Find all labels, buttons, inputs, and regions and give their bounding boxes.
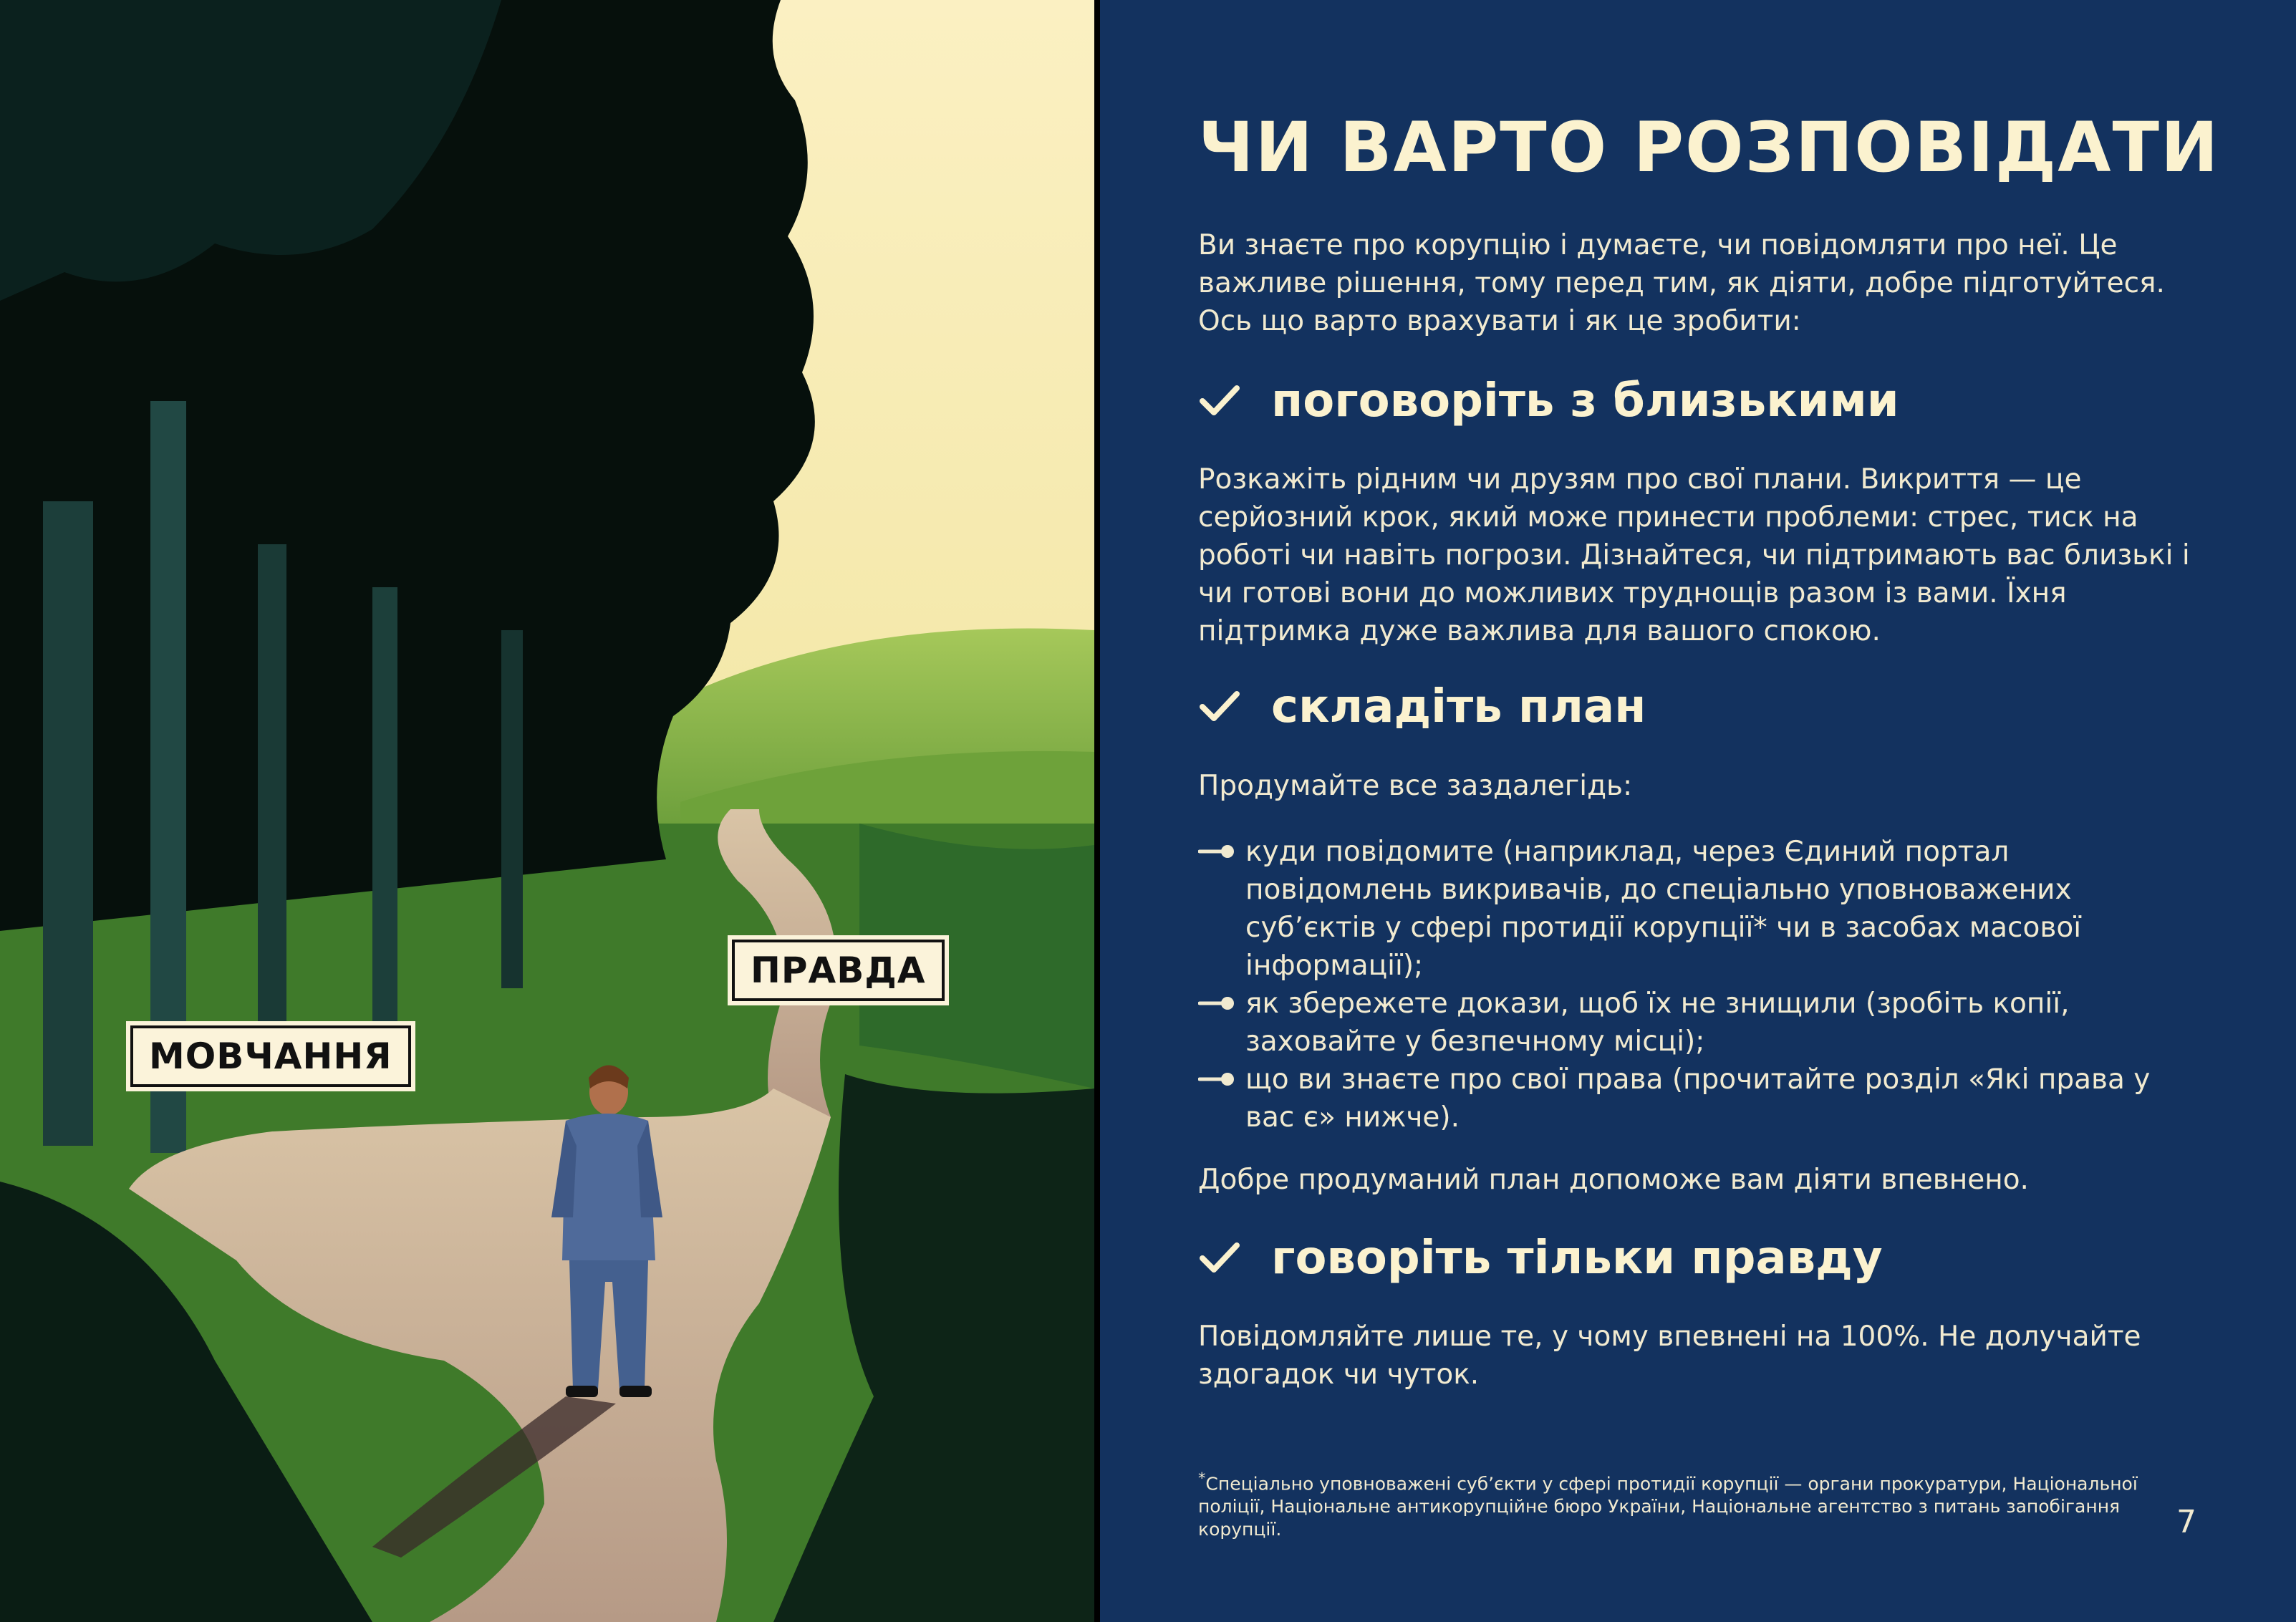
section-heading-label: говоріть тільки правду (1271, 1232, 1883, 1285)
section-heading-truth (1198, 1232, 1883, 1285)
plan-closing-text: Добре продуманий план допоможе вам діяти впевнено. (1198, 1164, 2029, 1196)
list-item-text: що ви знаєте про свої права (прочитайте розділ «Які права у вас є» нижче). (1245, 1063, 2151, 1134)
section-heading-label: складіть план (1271, 680, 1646, 733)
illustration-panel (0, 0, 1094, 1622)
footnote-text: Спеціально уповноважені суб’єкти у сфері протидії корупції — органи прокуратури, Національної поліції, Національне антикорупційне бюро України, Національне агентство з питань запобігання корупції. (1198, 1473, 2138, 1540)
page-divider (1094, 0, 1100, 1622)
list-item (1198, 833, 2201, 985)
arrow-bullet-icon (1198, 995, 1235, 1012)
footnote-mark: * (1198, 1469, 1206, 1487)
arrow-bullet-icon (1198, 1071, 1235, 1088)
intro-text: Ви знаєте про корупцію і думаєте, чи повідомляти про неї. Це важливе рішення, тому перед тим, як діяти, добре підготуйтеся. Ось що варто врахувати і як це зробити: (1198, 229, 2165, 337)
check-icon (1198, 380, 1241, 423)
page-title: ЧИ ВАРТО РОЗПОВІДАТИ (1198, 107, 2220, 188)
list-item-text: як збережете докази, щоб їх не знищили (зробіть копії, заховайте у безпечному місці); (1245, 988, 2070, 1058)
sign-truth: ПРАВДА (732, 940, 945, 1001)
list-item-text: куди повідомите (наприклад, через Єдиний портал повідомлень викривачів, до спеціально уповноважених суб’єктів у сфері протидії корупції* чи в засобах масової інформації); (1245, 836, 2082, 982)
list-item (1198, 985, 2201, 1061)
page-number: 7 (2176, 1504, 2196, 1540)
section-text-plan: Продумайте все заздалегідь: (1198, 770, 1633, 802)
section-text-truth: Повідомляйте лише те, у чому впевнені на 100%. Не долучайте здогадок чи чуток. (1198, 1321, 2141, 1391)
section-heading-plan (1198, 680, 1646, 733)
plan-list (1198, 833, 2201, 1136)
check-icon (1198, 685, 1241, 728)
check-icon (1198, 1237, 1241, 1280)
section-text-talk: Розкажіть рідним чи друзям про свої плани. Викриття — це серйозний крок, який може принести проблеми: стрес, тиск на роботі чи навіть погрози. Дізнайтеся, чи підтримають вас близькі і чи готові вони до можливих труднощів разом із вами. Їхня підтримка дуже важлива для вашого спокою. (1198, 463, 2190, 647)
forest-path-illustration (0, 0, 1094, 1622)
arrow-bullet-icon (1198, 843, 1235, 860)
footnote (1198, 1467, 2158, 1541)
section-heading-label: поговоріть з близькими (1271, 375, 1899, 428)
section-heading-talk (1198, 375, 1899, 428)
text-panel (1100, 0, 2296, 1622)
sign-silence: МОВЧАННЯ (130, 1025, 411, 1087)
list-item (1198, 1061, 2201, 1136)
